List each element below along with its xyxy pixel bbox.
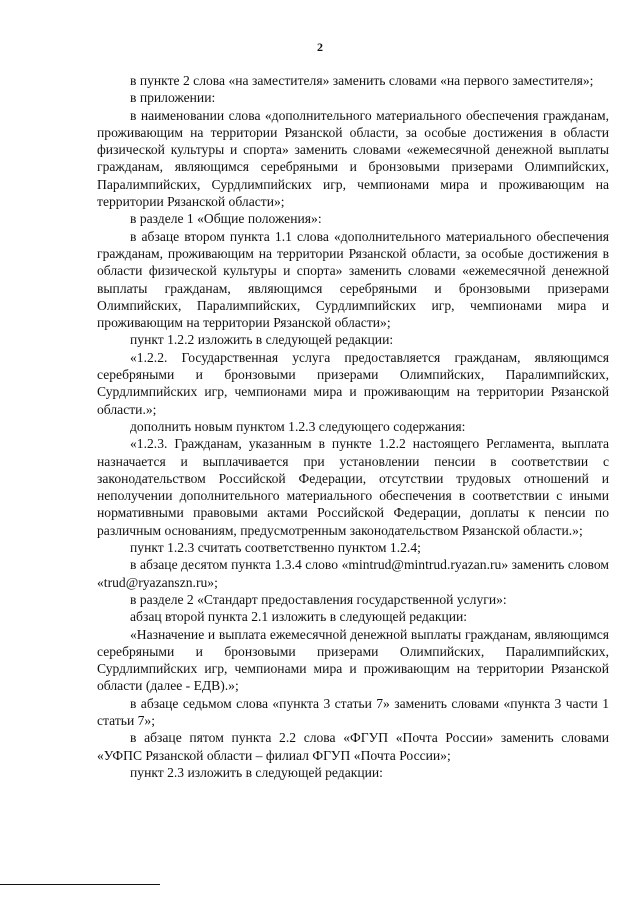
paragraph: «1.2.3. Гражданам, указанным в пункте 1.2.2 настоящего Регламента, выплата назначается и выплачивается при установлении пенсии в соответствии с законодательством Российской Федерации, отсутствии трудовых отношений и неполучении дополнительного материального обеспечения в соответствии с иными нормативными правовыми актами Российской Федерации, доплаты к пенсии по различным основаниям, предусмотренным законодательством Рязанской области.»;	[97, 436, 609, 538]
page-number: 2	[317, 40, 323, 54]
paragraph: пункт 2.3 изложить в следующей редакции:	[130, 764, 383, 780]
paragraph: в абзаце десятом пункта 1.3.4 слово «mintrud@mintrud.ryazan.ru» заменить словом «trud@ryazanszn.ru»;	[97, 557, 609, 590]
paragraph: абзац второй пункта 2.1 изложить в следующей редакции:	[130, 609, 468, 625]
paragraph: в разделе 1 «Общие положения»:	[130, 211, 322, 227]
paragraph: в приложении:	[130, 90, 216, 106]
paragraph: в абзаце втором пункта 1.1 слова «дополнительного материального обеспечения гражданам, проживающим на территории Рязанской области, за особые достижения в области физической культуры и спорта» заменить словами «ежемесячной денежной выплаты гражданам, являющимся серебряными и бронзовыми призерами Олимпийских, Паралимпийских, Сурдлимпийских игр, чемпионами мира и проживающим на территории Рязанской области»;	[97, 228, 609, 331]
paragraph: дополнить новым пунктом 1.2.3 следующего содержания:	[130, 418, 466, 434]
paragraph: в разделе 2 «Стандарт предоставления государственной услуги»:	[130, 591, 507, 607]
paragraph: «Назначение и выплата ежемесячной денежной выплаты гражданам, являющимся серебряными и бронзовыми призерами Олимпийских, Паралимпийских, Сурдлимпийских игр, чемпионами мира и проживающим на территории Рязанской области (далее - ЕДВ).»;	[97, 626, 609, 694]
paragraph: в наименовании слова «дополнительного материального обеспечения гражданам, проживающим на территории Рязанской области, за особые достижения в области физической культуры и спорта» заменить словами «ежемесячной денежной выплаты гражданам, являющимся серебряными и бронзовыми призерами Олимпийских, Паралимпийских, Сурдлимпийских игр, чемпионами мира и проживающим на территории Рязанской области»;	[97, 107, 609, 210]
paragraph: пункт 1.2.3 считать соответственно пунктом 1.2.4;	[130, 540, 421, 556]
paragraph: в абзаце седьмом слова «пункта 3 статьи 7» заменить словами «пункта 3 части 1 статьи 7»;	[97, 695, 609, 728]
footnote-separator	[0, 884, 160, 885]
paragraph: в абзаце пятом пункта 2.2 слова «ФГУП «Почта России» заменить словами «УФПС Рязанской области – филиал ФГУП «Почта России»;	[97, 730, 609, 763]
paragraph: пункт 1.2.2 изложить в следующей редакции:	[130, 332, 394, 348]
document-body	[97, 72, 609, 781]
paragraph: в пункте 2 слова «на заместителя» заменить словами «на первого заместителя»;	[130, 73, 594, 88]
paragraph: «1.2.2. Государственная услуга предоставляется гражданам, являющимся серебряными и бронзовыми призерами Олимпийских, Паралимпийских, Сурдлимпийских игр, чемпионами мира и проживающим на территории Рязанской области.»;	[97, 349, 609, 417]
